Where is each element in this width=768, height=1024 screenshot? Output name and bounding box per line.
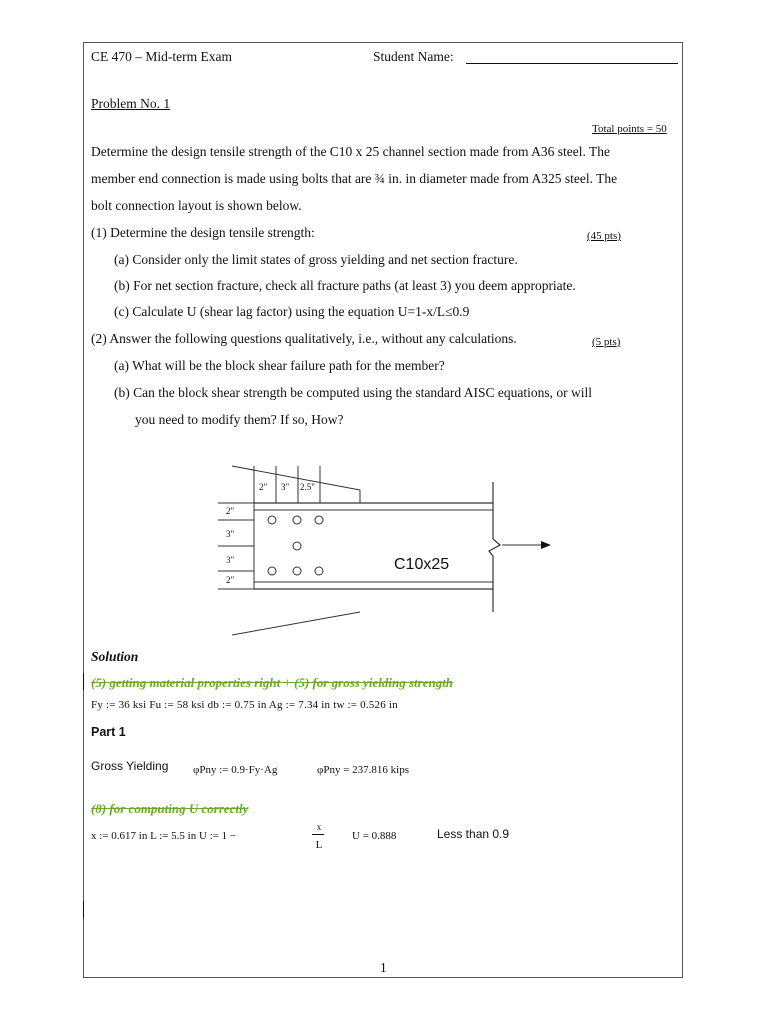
part-1-heading: Part 1 <box>91 725 126 739</box>
u-fraction-bar <box>312 834 324 835</box>
gross-yielding-result: φPny = 237.816 kips <box>317 764 410 776</box>
question-1b: (b) For net section fracture, check all fracture paths (at least 3) you deem appropriate. <box>114 278 576 293</box>
total-points: Total points = 50 <box>592 123 667 135</box>
dim-left-4: 2" <box>226 575 235 585</box>
gusset-top-edge <box>232 466 360 490</box>
gusset-bottom-edge <box>232 612 360 635</box>
intro-line-2: member end connection is made using bolts that are ¾ in. in diameter made from A325 steel. The <box>91 171 618 186</box>
material-properties: Fy := 36 ksi Fu := 58 ksi db := 0.75 in Ag := 7.34 in tw := 0.526 in <box>91 699 398 711</box>
question-1: (1) Determine the design tensile strength: <box>91 225 315 240</box>
dim-left-1: 2" <box>226 506 235 516</box>
question-1a: (a) Consider only the limit states of gross yielding and net section fracture. <box>114 252 518 267</box>
student-name-label: Student Name: <box>373 49 454 64</box>
dim-top-2: 3" <box>281 482 290 492</box>
gross-yielding-equation: φPny := 0.9·Fy·Ag <box>193 764 278 776</box>
rubric-compute-u: (8) for computing U correctly <box>91 801 249 816</box>
dim-left-2: 3" <box>226 529 235 539</box>
load-arrow-head <box>541 541 551 549</box>
question-2b-cont: you need to modify them? If so, How? <box>135 412 344 427</box>
page-number: 1 <box>380 960 387 975</box>
question-1c: (c) Calculate U (shear lag factor) using the equation U=1-x/L≤0.9 <box>114 304 470 319</box>
question-2a: (a) What will be the block shear failure path for the member? <box>114 358 445 373</box>
gross-yielding-label: Gross Yielding <box>91 759 169 773</box>
question-2-points: (5 pts) <box>592 336 621 348</box>
dim-top-3: 2.5" <box>300 482 315 492</box>
rubric-material-properties: (5) getting material properties right + (5) for gross yielding strength <box>91 675 454 690</box>
intro-line-1: Determine the design tensile strength of the C10 x 25 channel section made from A36 steel. The <box>91 144 610 159</box>
dim-left-3: 3" <box>226 555 235 565</box>
text-cursor-2 <box>83 901 84 918</box>
u-note: Less than 0.9 <box>437 827 510 841</box>
dim-top-1: 2" <box>259 482 268 492</box>
section-label: C10x25 <box>394 556 450 573</box>
u-variables: x := 0.617 in L := 5.5 in U := 1 − <box>91 830 237 842</box>
question-1-points: (45 pts) <box>587 230 621 242</box>
exam-title: CE 470 – Mid-term Exam <box>91 49 232 64</box>
intro-line-3: bolt connection layout is shown below. <box>91 198 302 213</box>
solution-heading: Solution <box>91 649 139 664</box>
text-cursor-1 <box>83 673 84 690</box>
question-2b: (b) Can the block shear strength be computed using the standard AISC equations, or will <box>114 385 593 400</box>
question-2: (2) Answer the following questions qualitatively, i.e., without any calculations. <box>91 331 517 346</box>
u-fraction-numerator: x <box>316 822 322 832</box>
problem-title: Problem No. 1 <box>91 96 171 111</box>
u-fraction-denominator: L <box>315 839 323 851</box>
u-result: U = 0.888 <box>352 830 397 842</box>
